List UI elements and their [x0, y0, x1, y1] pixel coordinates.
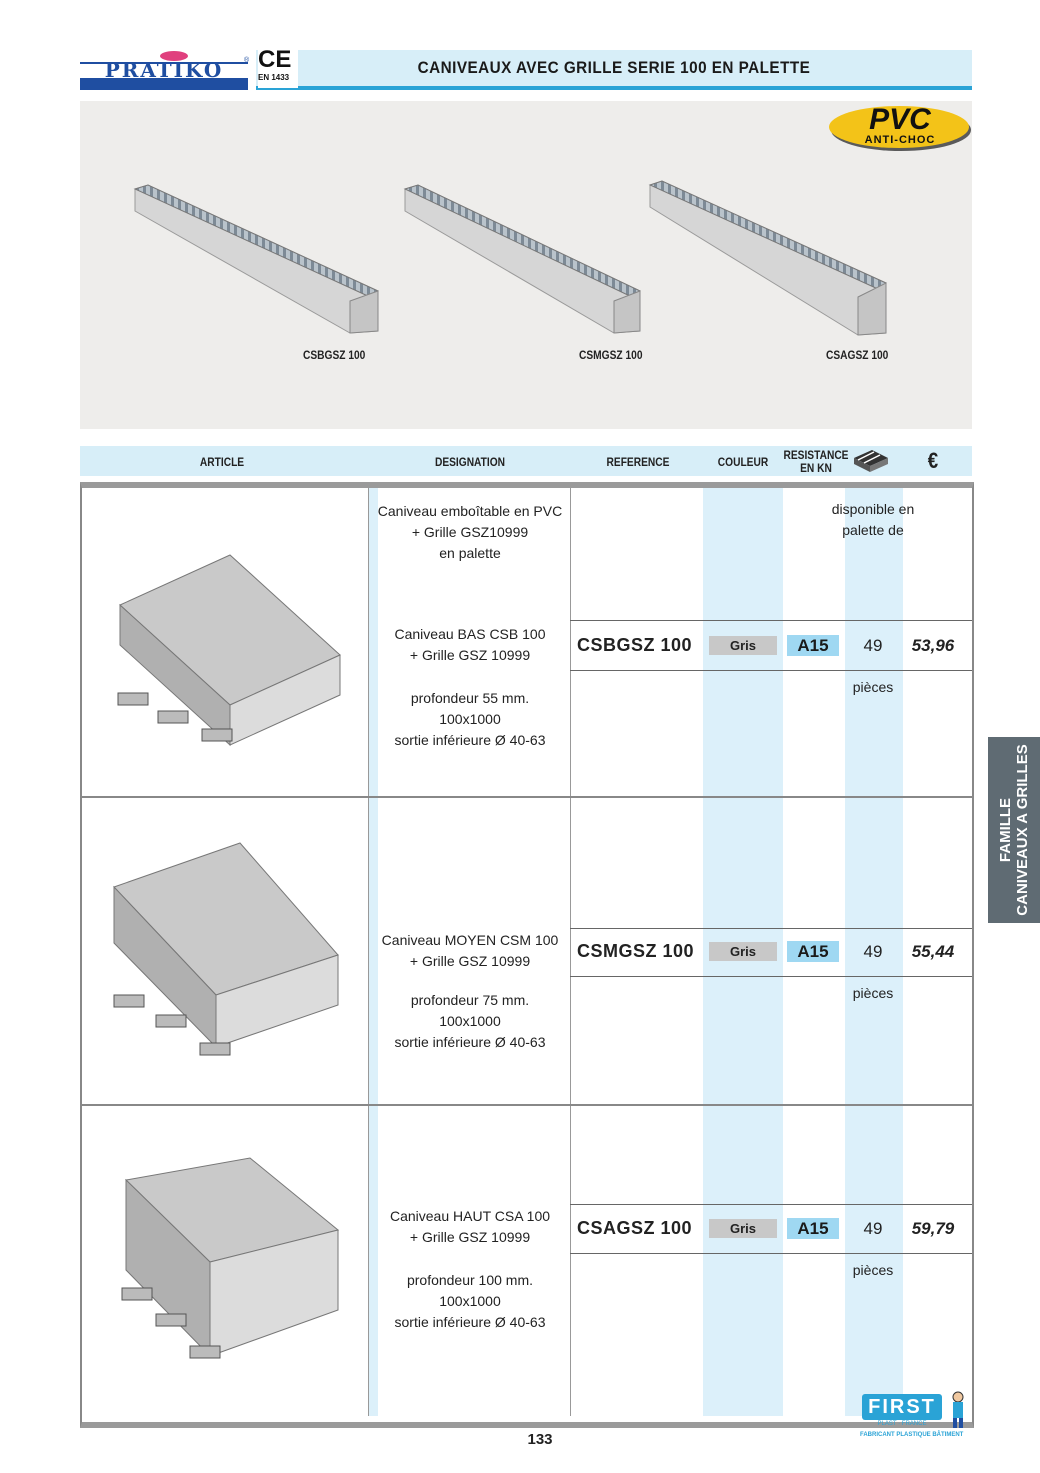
availability-note	[820, 499, 926, 541]
pvc-badge	[828, 104, 972, 152]
first-logo-name: FIRST	[862, 1394, 942, 1420]
unit-2: pièces	[852, 985, 894, 1001]
intro-line: en palette	[439, 545, 501, 561]
couleur-1: Gris	[709, 636, 777, 655]
price-2: 55,44	[911, 942, 955, 961]
col-resistance	[782, 449, 850, 475]
hero-label-1: CSBGSZ 100	[303, 348, 366, 362]
channel-image-1	[135, 185, 378, 333]
intro-designation	[375, 501, 565, 564]
designation-bottom-1	[375, 688, 565, 751]
row-separator	[82, 796, 972, 798]
resistance-2: A15	[787, 941, 839, 962]
channel-image-2	[405, 185, 640, 333]
col-article: ARTICLE	[199, 455, 245, 469]
qty-1: 49	[863, 636, 883, 655]
mascot-icon	[946, 1390, 970, 1430]
designation-line: sortie inférieure Ø 40-63	[394, 1034, 546, 1050]
pallet-icon	[850, 448, 890, 474]
col-resistance-line2: EN KN	[800, 461, 832, 475]
designation-line: sortie inférieure Ø 40-63	[394, 732, 546, 748]
divider	[570, 488, 571, 1416]
pvc-label: PVC	[869, 103, 931, 136]
col-couleur: COULEUR	[717, 455, 769, 469]
intro-line: + Grille GSZ10999	[411, 524, 529, 540]
col-reference: REFERENCE	[606, 455, 670, 469]
side-tab-line: FAMILLE	[997, 797, 1014, 863]
couleur-2: Gris	[709, 942, 777, 961]
designation-line: Caniveau BAS CSB 100	[394, 626, 546, 642]
ce-logo: CE	[258, 46, 292, 73]
designation-line: 100x1000	[439, 1293, 501, 1309]
title-bar	[256, 46, 972, 90]
pallet-image-3	[100, 1150, 350, 1380]
intro-line: Caniveau emboîtable en PVC	[377, 503, 563, 519]
designation-line: 100x1000	[439, 1013, 501, 1029]
first-logo-caption: FABRICANT PLASTIQUE BÂTIMENT	[860, 1432, 964, 1438]
qty-2: 49	[863, 942, 883, 961]
ce-standard: EN 1433	[258, 73, 290, 82]
page-title: CANIVEAUX AVEC GRILLE SERIE 100 EN PALETTE	[417, 58, 811, 77]
designation-bottom-3	[375, 1270, 565, 1333]
first-logo	[860, 1390, 972, 1446]
ce-mark	[258, 48, 298, 88]
row-rule	[570, 620, 972, 621]
designation-line: + Grille GSZ 10999	[409, 1229, 531, 1245]
hero-label-3: CSAGSZ 100	[826, 348, 889, 362]
designation-top-2	[375, 930, 565, 972]
side-tab-line: CANIVEAUX A GRILLES	[1014, 744, 1031, 916]
designation-top-3	[375, 1206, 565, 1248]
qty-3: 49	[863, 1219, 883, 1238]
pratiko-logo	[80, 48, 248, 90]
row-rule	[570, 1253, 972, 1254]
row-separator	[82, 1104, 972, 1106]
price-1: 53,96	[911, 636, 955, 655]
side-tab-text	[997, 737, 1031, 923]
resistance-1: A15	[787, 635, 839, 656]
reference-1: CSBGSZ 100	[577, 635, 693, 655]
col-designation: DESIGNATION	[434, 455, 506, 469]
svg-text:PRATIKO: PRATIKO	[104, 58, 224, 82]
channel-image-3	[650, 181, 886, 335]
divider	[368, 488, 369, 1416]
designation-line: profondeur 100 mm.	[406, 1272, 534, 1288]
designation-line: Caniveau HAUT CSA 100	[389, 1208, 551, 1224]
price-3: 59,79	[911, 1219, 955, 1238]
reference-3: CSAGSZ 100	[577, 1218, 693, 1238]
row-rule	[570, 976, 972, 977]
pallet-image-2	[100, 835, 350, 1065]
designation-line: profondeur 75 mm.	[410, 992, 530, 1008]
unit-3: pièces	[852, 1262, 894, 1278]
availability-line: disponible en	[831, 501, 915, 517]
pallet-image-1	[100, 545, 350, 755]
designation-line: sortie inférieure Ø 40-63	[394, 1314, 546, 1330]
col-resistance-line1: RESISTANCE	[783, 448, 849, 462]
designation-top-1	[375, 624, 565, 666]
row-rule	[570, 670, 972, 671]
designation-line: + Grille GSZ 10999	[409, 647, 531, 663]
resistance-3: A15	[787, 1218, 839, 1239]
designation-line: profondeur 55 mm.	[410, 690, 530, 706]
unit-1: pièces	[852, 679, 894, 695]
row-rule	[570, 1204, 972, 1205]
couleur-3: Gris	[709, 1219, 777, 1238]
euro-icon: €	[927, 448, 939, 473]
designation-line: Caniveau MOYEN CSM 100	[381, 932, 559, 948]
designation-line: + Grille GSZ 10999	[409, 953, 531, 969]
row-rule	[570, 928, 972, 929]
reference-2: CSMGSZ 100	[577, 941, 695, 961]
availability-line: palette de	[842, 522, 904, 538]
designation-bottom-2	[375, 990, 565, 1053]
page-number: 133	[527, 1431, 553, 1448]
category-side-tab	[988, 737, 1040, 923]
first-logo-tag: PLAST · FRANCE	[877, 1421, 927, 1427]
anti-choc-label: ANTI-CHOC	[864, 134, 936, 146]
designation-line: 100x1000	[439, 711, 501, 727]
svg-text:®: ®	[244, 57, 250, 64]
table-header	[80, 446, 972, 476]
hero-label-2: CSMGSZ 100	[579, 348, 643, 362]
